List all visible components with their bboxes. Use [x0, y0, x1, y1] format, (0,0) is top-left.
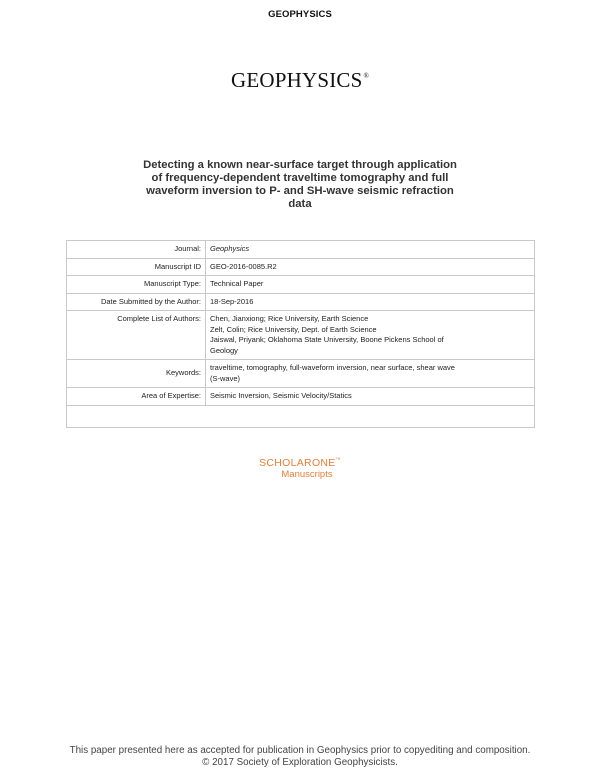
date-submitted-value: 18-Sep-2016 — [206, 293, 535, 311]
table-row — [67, 388, 535, 406]
keywords-label: Keywords: — [67, 360, 206, 388]
author-line: Geology — [210, 345, 238, 355]
authors-value — [206, 311, 535, 360]
footer-line-1: This paper presented here as accepted for publication in Geophysics prior to copyediting and composition. — [69, 745, 531, 756]
title-line: waveform inversion to P- and SH-wave seismic refraction — [146, 185, 454, 197]
author-line: Chen, Jianxiong; Rice University, Earth Science — [210, 314, 369, 323]
manuscript-info-table — [66, 240, 535, 428]
manuscripts-text: Manuscripts — [281, 469, 333, 480]
table-row-empty — [67, 405, 535, 427]
table-row — [67, 276, 535, 294]
footer-notice — [0, 745, 600, 769]
journal-value: Geophysics — [206, 241, 535, 259]
title-line: data — [288, 198, 312, 210]
manuscript-type-label: Manuscript Type: — [67, 276, 206, 294]
table-row — [67, 360, 535, 388]
manuscript-type-value: Technical Paper — [206, 276, 535, 294]
paper-title — [112, 159, 488, 211]
trademark-mark: ™ — [335, 457, 341, 463]
scholarone-wordmark — [0, 455, 600, 469]
manuscript-id-value: GEO-2016-0085.R2 — [206, 258, 535, 276]
journal-label: Journal: — [67, 241, 206, 259]
footer-line-2: © 2017 Society of Exploration Geophysicists. — [202, 757, 398, 768]
title-line: Detecting a known near-surface target through application — [143, 159, 457, 171]
area-value: Seismic Inversion, Seismic Velocity/Statics — [206, 388, 535, 406]
authors-label: Complete List of Authors: — [67, 311, 206, 360]
author-line: Zelt, Colin; Rice University, Dept. of Earth Science — [210, 324, 377, 334]
table-row — [67, 293, 535, 311]
scholarone-logo — [0, 455, 600, 480]
area-label: Area of Expertise: — [67, 388, 206, 406]
keywords-line: (S-wave) — [210, 373, 241, 383]
author-line: Jaiswal, Priyank; Oklahoma State University, Boone Pickens School of — [210, 335, 444, 344]
keywords-value — [206, 360, 535, 388]
table-row — [67, 258, 535, 276]
running-head: GEOPHYSICS — [268, 9, 332, 20]
journal-logo — [0, 68, 600, 93]
title-line: of frequency-dependent traveltime tomography and full — [151, 172, 449, 184]
journal-logo-text: GEOPHYSICS — [230, 68, 363, 92]
scholarone-text: SCHOLARONE — [259, 457, 336, 469]
table-row — [67, 311, 535, 360]
date-submitted-label: Date Submitted by the Author: — [67, 293, 206, 311]
keywords-line: traveltime, tomography, full-waveform inversion, near surface, shear wave — [210, 363, 455, 372]
manuscript-id-label: Manuscript ID — [67, 258, 206, 276]
empty-cell — [67, 405, 535, 427]
table-row — [67, 241, 535, 259]
registered-mark: ® — [363, 72, 370, 80]
